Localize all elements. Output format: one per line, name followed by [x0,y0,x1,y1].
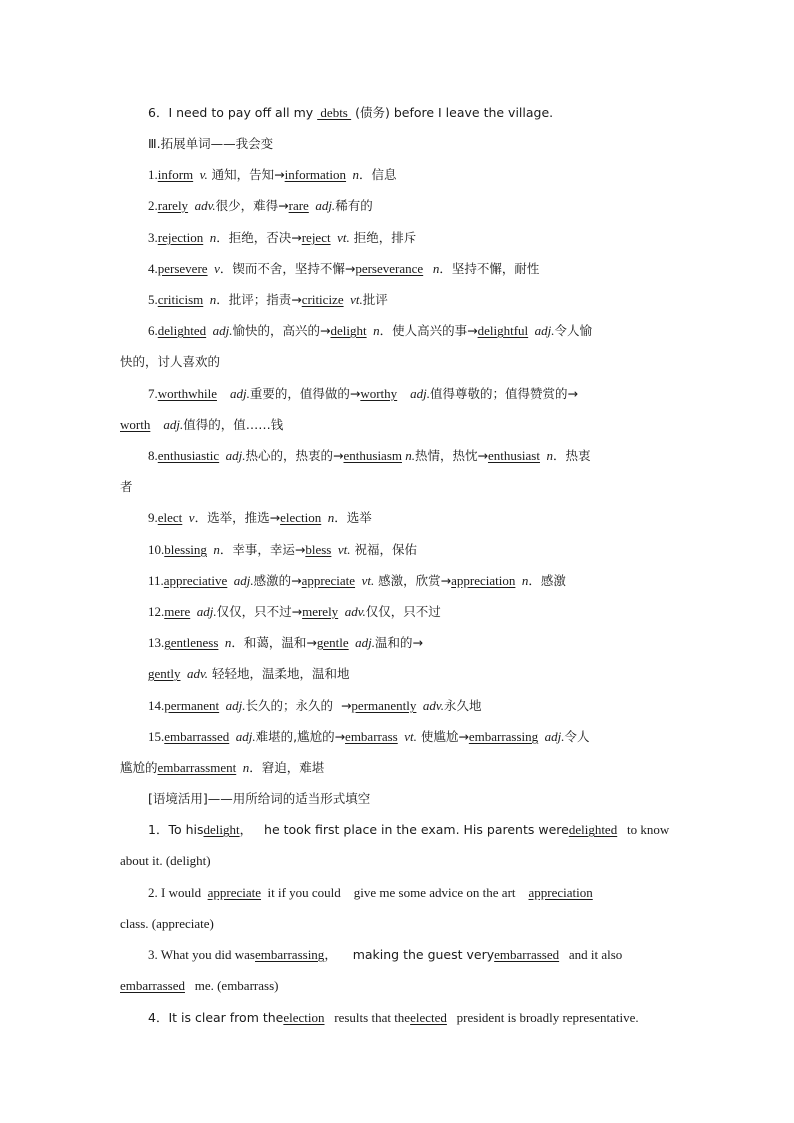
answer-blank: enthusiast [487,448,540,463]
answer-blank: worthy [360,386,398,401]
text-run: 6. [148,323,158,338]
text-run: 3. [148,230,158,245]
text-run: ．幸事，幸运→ [219,542,306,557]
text-run: 13. [148,635,165,650]
text-run: ．窘迫，难堪 [249,760,325,775]
part-of-speech: v [188,510,195,525]
text-run: 4．It is clear from the [148,1010,284,1025]
text-run: (债务) before I leave the village. [351,105,554,120]
answer-blank: criticism [157,292,204,307]
text-run: president is broadly representative. [446,1010,639,1025]
answer-blank: mere [164,604,191,619]
answer-blank: embarrassment [157,760,237,775]
part-of-speech: adj. [163,417,184,432]
text-line [148,260,539,278]
text-run: 15. [148,729,165,744]
text-run: ．信息 [359,167,397,182]
part-of-speech: n [209,230,217,245]
text-run: me. (embarrass) [184,978,279,993]
text-line [120,852,211,870]
answer-blank: rarely [157,198,189,213]
answer-blank: delighted [157,323,207,338]
answer-blank: embarrassing [255,947,325,962]
answer-blank: permanently [351,698,417,713]
part-of-speech: v. [199,167,208,182]
part-of-speech: vt. [350,292,363,307]
answer-blank: criticize [301,292,344,307]
answer-blank: embarrassed [164,729,230,744]
text-run: 2. [148,198,158,213]
part-of-speech: n [352,167,360,182]
text-run: [语境活用]——用所给词的适当形式填空 [148,791,371,806]
answer-blank: election [283,1010,325,1025]
part-of-speech: v [214,261,220,276]
text-run: 祝福，保佑 [350,542,417,557]
text-run: 批评 [362,292,388,307]
answer-blank: embarrassing [468,729,539,744]
text-run: ．热衷 [552,448,591,463]
answer-blank: perseverance [355,261,424,276]
text-run: 7. [148,386,158,401]
answer-blank: persevere [157,261,208,276]
text-run: 9. [148,510,158,525]
answer-blank: gentleness [164,635,219,650]
text-run: 难堪的,尴尬的→ [255,729,346,744]
text-run: 使尴尬→ [416,729,469,744]
part-of-speech: n. [405,448,415,463]
text-line [148,509,372,527]
part-of-speech: n [432,261,440,276]
text-run: class. (appreciate) [120,916,214,931]
answer-blank: permanent [164,698,220,713]
part-of-speech: n [327,510,335,525]
text-line [120,416,283,434]
answer-blank: embarrassed [494,947,560,962]
text-run: 热心的，热衷的→ [245,448,344,463]
text-line [120,977,278,995]
text-line [120,478,133,496]
part-of-speech: adj. [225,698,246,713]
text-run: Ⅲ.拓展单词——我会变 [148,136,274,151]
answer-blank: appreciate [301,573,356,588]
text-run: 长久的；永久的 → [245,698,352,713]
answer-blank: rare [288,198,309,213]
text-line [148,385,673,403]
text-run: 值得尊敬的；值得赞赏的→ [430,386,579,401]
part-of-speech: adj. [196,604,217,619]
text-run: 感激的→ [253,573,302,588]
answer-blank: embarrass [345,729,398,744]
answer-blank: gently [148,666,181,681]
answer-blank: merely [302,604,339,619]
text-run [150,417,163,432]
answer-blank: delightful [477,323,529,338]
part-of-speech: adj. [534,323,555,338]
text-run: 永久地 [443,698,482,713]
part-of-speech: n [224,635,232,650]
text-run: 8. [148,448,158,463]
text-run: 3. What you did was [148,947,255,962]
part-of-speech: adv. [187,666,209,681]
text-run [397,386,410,401]
text-run: 12. [148,604,165,619]
text-line [148,946,673,964]
answer-blank: gentle [316,635,349,650]
part-of-speech: n [213,542,220,557]
text-line [148,322,592,340]
text-run: 愉快的，高兴的→ [232,323,331,338]
part-of-speech: adj. [355,635,376,650]
part-of-speech: vt. [361,573,375,588]
text-line [148,104,553,122]
text-line [148,603,441,621]
text-run: 尴尬的 [120,760,158,775]
text-run: ．锲而不舍，坚持不懈→ [219,261,356,276]
answer-blank: rejection [157,230,204,245]
text-line [148,197,373,215]
text-run: 热情，热忱→ [415,448,488,463]
answer-blank: appreciate [207,885,261,900]
text-run [217,386,230,401]
answer-blank: appreciative [163,573,228,588]
answer-blank: reject [301,230,331,245]
answer-blank: delight [203,822,240,837]
text-line [148,697,481,715]
text-line [148,291,388,309]
answer-blank: elect [157,510,183,525]
part-of-speech: adj. [233,573,254,588]
text-run: ．感激 [528,573,566,588]
part-of-speech: adv. [194,198,216,213]
answer-blank: information [284,167,347,182]
part-of-speech: adv. [422,698,444,713]
text-line [120,915,214,933]
text-run: 14. [148,698,165,713]
text-run: 2. I would [148,885,208,900]
text-run: ．批评；指责→ [216,292,302,307]
text-run: 令人 [564,729,590,744]
part-of-speech: adv. [344,604,366,619]
text-line [148,572,673,590]
text-line [120,759,324,777]
answer-blank: inform [157,167,194,182]
part-of-speech: n [242,760,250,775]
text-run: 仅仅，只不过 [365,604,441,619]
text-line [148,135,273,153]
text-line [148,166,397,184]
text-run: 1．To his [148,822,204,837]
answer-blank: delight [330,323,367,338]
text-run: 者 [120,479,133,494]
text-line [148,447,673,465]
text-run: results that the [324,1010,411,1025]
text-run: 值得的，值……钱 [183,417,284,432]
answer-blank: blessing [164,542,207,557]
part-of-speech: adj. [410,386,431,401]
answer-blank: debts [317,105,352,120]
text-run: 6．I need to pay off all my [148,105,318,120]
text-run: to know [617,822,670,837]
text-run: 5. [148,292,158,307]
text-line [148,634,423,652]
text-run: ．拒绝，否决→ [216,230,302,245]
part-of-speech: n [521,573,529,588]
part-of-speech: vt. [337,230,350,245]
text-run: 1. [148,167,158,182]
part-of-speech: adj. [212,323,233,338]
text-line [148,541,417,559]
answer-blank: appreciation [528,885,593,900]
text-run: 快的，讨人喜欢的 [120,354,221,369]
text-run: 稀有的 [335,198,373,213]
part-of-speech: adj. [315,198,336,213]
answer-blank: worthwhile [157,386,217,401]
part-of-speech: n [209,292,217,307]
text-run: 温和的→ [375,635,424,650]
text-run: ．坚持不懈，耐性 [439,261,540,276]
text-line [148,728,673,746]
text-run: 感激，欣赏→ [374,573,452,588]
part-of-speech: adj. [544,729,565,744]
text-run [423,261,433,276]
answer-blank: enthusiasm [343,448,402,463]
text-run: 仅仅，只不过→ [216,604,303,619]
part-of-speech: n [546,448,553,463]
text-run: 11. [148,573,164,588]
text-run: 轻轻地，温柔地，温和地 [208,666,350,681]
text-line [148,1009,673,1027]
text-line [148,665,350,683]
text-run: 4. [148,261,158,276]
text-run: 拒绝，排斥 [349,230,417,245]
text-line [148,884,673,902]
text-run: 令人愉 [554,323,593,338]
text-run: 10. [148,542,165,557]
answer-blank: appreciation [451,573,516,588]
answer-blank: embarrassed [120,978,185,993]
part-of-speech: n [373,323,380,338]
answer-blank: enthusiastic [157,448,220,463]
text-line [148,790,370,808]
part-of-speech: adj. [235,729,256,744]
part-of-speech: vt. [337,542,351,557]
answer-blank: worth [120,417,151,432]
answer-blank: election [280,510,322,525]
text-run: about it. (delight) [120,853,211,868]
text-run: ．和蔼，温和→ [231,635,317,650]
text-run: it if you could give me some advice on the art [261,885,529,900]
text-run: 重要的，值得做的→ [249,386,361,401]
text-run: 通知，告知→ [207,167,285,182]
text-run: and it also [559,947,623,962]
text-run: ．使人高兴的事→ [379,323,478,338]
text-line [148,821,675,839]
answer-blank: delighted [568,822,618,837]
answer-blank: elected [410,1010,447,1025]
answer-blank: bless [305,542,332,557]
text-line [148,229,416,247]
text-line [120,353,220,371]
text-run: ．选举 [334,510,372,525]
part-of-speech: adj. [229,386,250,401]
text-run: ， making the guest very [324,947,495,962]
text-run: ， he took first place in the exam. His parents were [239,822,569,837]
part-of-speech: vt. [404,729,417,744]
text-run: ．选举，推选→ [194,510,281,525]
part-of-speech: adj. [225,448,246,463]
text-run: 很少，难得→ [215,198,289,213]
